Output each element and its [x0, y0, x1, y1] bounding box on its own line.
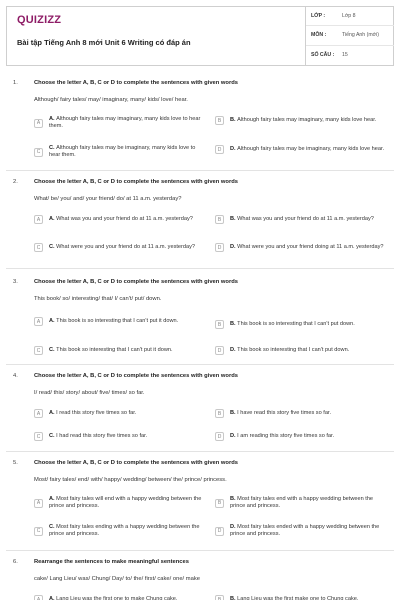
option-text: B. I have read this story five times so far.	[230, 409, 332, 416]
option-letter-badge: D	[215, 145, 224, 154]
option-sentence: I read this story five times so far.	[56, 409, 137, 416]
option-text: D. I am reading this story five times so far.	[230, 432, 335, 439]
option-text: A. This book is so interesting that I can't put it down.	[49, 317, 179, 324]
worksheet-meta	[305, 7, 394, 65]
question-prompt: Most/ fairy tales/ end/ with/ happy/ wedding/ between/ the/ prince/ princess.	[34, 477, 227, 483]
option-a[interactable]	[34, 317, 206, 326]
option-letter: A	[49, 215, 54, 222]
option-letter-badge: C	[34, 243, 43, 252]
meta-label: SỐ CÂU :	[311, 52, 335, 59]
option-letter: A	[49, 116, 54, 122]
question-prompt: Although/ fairy tales/ may/ imaginary, many/ kids/ love/ hear.	[34, 97, 188, 103]
question-instruction: Choose the letter A, B, C or D to complete the sentences with given words	[34, 80, 238, 86]
option-sentence: Lang Lieu was the first one to make Chung cake.	[56, 595, 178, 600]
quizizz-logo: QUIZIZZ	[17, 14, 62, 26]
option-letter-badge: B	[215, 215, 224, 224]
option-text: A. I read this story five times so far.	[49, 409, 137, 416]
question-instruction: Rearrange the sentences to make meaningful sentences	[34, 559, 189, 565]
option-letter: A	[49, 409, 54, 416]
option-letter-badge: A	[34, 215, 43, 224]
option-letter: A	[49, 496, 54, 502]
option-text: A. Most fairy tales will end with a happy wedding between the prince and princess.	[49, 496, 202, 510]
option-text: D. Most fairy tales ended with a happy wedding between the prince and princess.	[230, 524, 380, 538]
option-letter-badge: B	[215, 499, 224, 508]
question-number: 1.	[13, 80, 18, 86]
option-letter: C	[49, 243, 54, 250]
option-d[interactable]	[215, 524, 387, 539]
option-text: D. Although fairy tales may be imaginary, many kids love hear.	[230, 145, 385, 152]
worksheet-header	[6, 6, 394, 66]
question-number: 6.	[13, 559, 18, 565]
question-instruction: Choose the letter A, B, C or D to complete the sentences with given words	[34, 179, 238, 185]
option-text: B. This book is so interesting that I can't put down.	[230, 320, 355, 327]
option-sentence: What were you and your friend doing at 11 a.m. yesterday?	[237, 243, 384, 250]
question-number: 2.	[13, 179, 18, 185]
option-letter-badge: A	[34, 119, 43, 128]
option-text: A. What was you and your friend do at 11 a.m. yesterday?	[49, 215, 193, 222]
meta-row-subject	[306, 26, 394, 45]
option-letter: B	[230, 320, 235, 327]
option-b[interactable]	[215, 595, 387, 600]
meta-label: MÔN :	[311, 32, 327, 39]
option-sentence: This book is so interesting that I can't put down.	[237, 320, 355, 327]
question-divider	[6, 451, 394, 452]
option-letter-badge: C	[34, 148, 43, 157]
meta-value: 15	[342, 52, 348, 59]
option-d[interactable]	[215, 243, 387, 252]
option-sentence: I have read this story five times so far.	[237, 409, 332, 416]
option-sentence: I had read this story five times so far.	[56, 432, 148, 439]
option-sentence: What were you and your friend do at 11 a.m. yesterday?	[56, 243, 196, 250]
option-sentence: What was you and your friend do at 11 a.m. yesterday?	[56, 215, 193, 222]
option-letter-badge: D	[215, 527, 224, 536]
option-a[interactable]	[34, 496, 206, 511]
option-sentence: Although fairy tales may be imaginary, many kids love to hear them.	[49, 145, 196, 159]
meta-value: Lớp 8	[342, 13, 356, 20]
option-letter: D	[230, 432, 235, 439]
option-sentence: Although fairy tales may imaginary, many kids love to hear them.	[49, 116, 201, 130]
option-text: C. I had read this story five times so far.	[49, 432, 148, 439]
option-c[interactable]	[34, 524, 206, 539]
question-number: 4.	[13, 373, 18, 379]
option-letter: C	[49, 346, 54, 353]
option-sentence: Most fairy tales ending with a happy wedding between the prince and princess.	[49, 524, 200, 538]
option-text: C. Although fairy tales may be imaginary, many kids love to hear them.	[49, 145, 196, 159]
option-sentence: Although fairy tales may be imaginary, many kids love hear.	[237, 145, 385, 152]
option-letter: C	[49, 432, 54, 439]
option-letter: D	[230, 524, 235, 530]
option-letter-badge: A	[34, 317, 43, 326]
option-sentence: This book so interesting that I can't put it down.	[56, 346, 173, 353]
question-instruction: Choose the letter A, B, C or D to complete the sentences with given words	[34, 373, 238, 379]
option-d[interactable]	[215, 432, 387, 441]
option-b[interactable]	[215, 320, 387, 329]
question-divider	[6, 550, 394, 551]
option-sentence: Lang Lieu was the first make one to Chung cake.	[237, 595, 359, 600]
option-text: D. What were you and your friend doing at 11 a.m. yesterday?	[230, 243, 384, 250]
option-letter: B	[230, 116, 235, 123]
question-number: 5.	[13, 460, 18, 466]
question-divider	[6, 170, 394, 171]
option-text: A. Although fairy tales may imaginary, many kids love to hear them.	[49, 116, 201, 130]
question-instruction: Choose the letter A, B, C or D to complete the sentences with given words	[34, 460, 238, 466]
question-instruction: Choose the letter A, B, C or D to complete the sentences with given words	[34, 279, 238, 285]
option-letter: A	[49, 317, 54, 324]
option-letter-badge: A	[34, 499, 43, 508]
option-b[interactable]	[215, 116, 387, 125]
option-c[interactable]	[34, 346, 206, 355]
option-text: B. Although fairy tales may imaginary, many kids love hear.	[230, 116, 377, 123]
option-sentence: Most fairy tales will end with a happy wedding between the prince and princess.	[49, 496, 202, 510]
question-prompt: This book/ so/ interesting/ that/ I/ can't/ put/ down.	[34, 296, 162, 302]
option-b[interactable]	[215, 496, 387, 511]
option-text: B. What was you and your friend do at 11 a.m. yesterday?	[230, 215, 374, 222]
option-sentence: What was you and your friend do at 11 a.m. yesterday?	[237, 215, 374, 222]
option-c[interactable]	[34, 145, 206, 160]
option-letter-badge: B	[215, 320, 224, 329]
option-text: C. This book so interesting that I can't put it down.	[49, 346, 173, 353]
question-prompt: cake/ Lang Lieu/ was/ Chung/ Day/ to/ the/ first/ cake/ one/ make	[34, 576, 200, 582]
option-text: C. Most fairy tales ending with a happy wedding between the prince and princess.	[49, 524, 200, 538]
option-letter-badge: B	[215, 595, 224, 600]
question-prompt: I/ read/ this/ story/ about/ five/ times/ so far.	[34, 390, 145, 396]
meta-row-grade	[306, 7, 394, 26]
option-d[interactable]	[215, 346, 387, 355]
meta-row-question-count	[306, 46, 394, 65]
option-sentence: I am reading this story five times so far.	[237, 432, 335, 439]
option-d[interactable]	[215, 145, 387, 154]
option-letter-badge: D	[215, 243, 224, 252]
option-letter: D	[230, 145, 235, 152]
option-sentence: This book so interesting that I can't put down.	[237, 346, 350, 353]
option-letter-badge: B	[215, 409, 224, 418]
option-letter: B	[230, 496, 235, 502]
option-letter-badge: D	[215, 346, 224, 355]
option-sentence: This book is so interesting that I can't put it down.	[56, 317, 179, 324]
option-a[interactable]	[34, 116, 206, 131]
question-divider	[6, 364, 394, 365]
option-sentence: Although fairy tales may imaginary, many kids love hear.	[237, 116, 377, 123]
option-letter-badge: A	[34, 595, 43, 600]
option-letter: C	[49, 524, 54, 530]
option-text: C. What were you and your friend do at 11 a.m. yesterday?	[49, 243, 196, 250]
option-letter: B	[230, 409, 235, 416]
meta-label: LỚP :	[311, 13, 326, 20]
option-letter: C	[49, 145, 54, 151]
question-number: 3.	[13, 279, 18, 285]
worksheet-title: Bài tập Tiếng Anh 8 mới Unit 6 Writing có đáp án	[17, 38, 191, 47]
option-letter-badge: D	[215, 432, 224, 441]
option-letter-badge: A	[34, 409, 43, 418]
option-letter: B	[230, 215, 235, 222]
option-letter-badge: C	[34, 432, 43, 441]
option-letter: B	[230, 595, 235, 600]
option-c[interactable]	[34, 243, 206, 252]
option-letter-badge: C	[34, 527, 43, 536]
option-text: A. Lang Lieu was the first one to make Chung cake.	[49, 595, 178, 600]
option-a[interactable]	[34, 595, 206, 600]
option-letter-badge: C	[34, 346, 43, 355]
question-prompt: What/ be/ you/ and/ your friend/ do/ at 11 a.m. yesterday?	[34, 196, 182, 202]
option-text: B. Lang Lieu was the first make one to Chung cake.	[230, 595, 359, 600]
option-letter: D	[230, 346, 235, 353]
option-a[interactable]	[34, 409, 206, 418]
option-letter-badge: B	[215, 116, 224, 125]
option-letter: D	[230, 243, 235, 250]
option-letter: A	[49, 595, 54, 600]
option-a[interactable]	[34, 215, 206, 224]
option-b[interactable]	[215, 409, 387, 418]
option-text: B. Most fairy tales end with a happy wedding between the prince and princess.	[230, 496, 374, 510]
option-c[interactable]	[34, 432, 206, 441]
option-sentence: Most fairy tales end with a happy wedding between the prince and princess.	[230, 496, 374, 510]
option-sentence: Most fairy tales ended with a happy wedding between the prince and princess.	[230, 524, 380, 538]
question-divider	[6, 268, 394, 269]
meta-value: Tiếng Anh (mới)	[342, 32, 379, 39]
option-b[interactable]	[215, 215, 387, 224]
option-text: D. This book so interesting that I can't put down.	[230, 346, 350, 353]
